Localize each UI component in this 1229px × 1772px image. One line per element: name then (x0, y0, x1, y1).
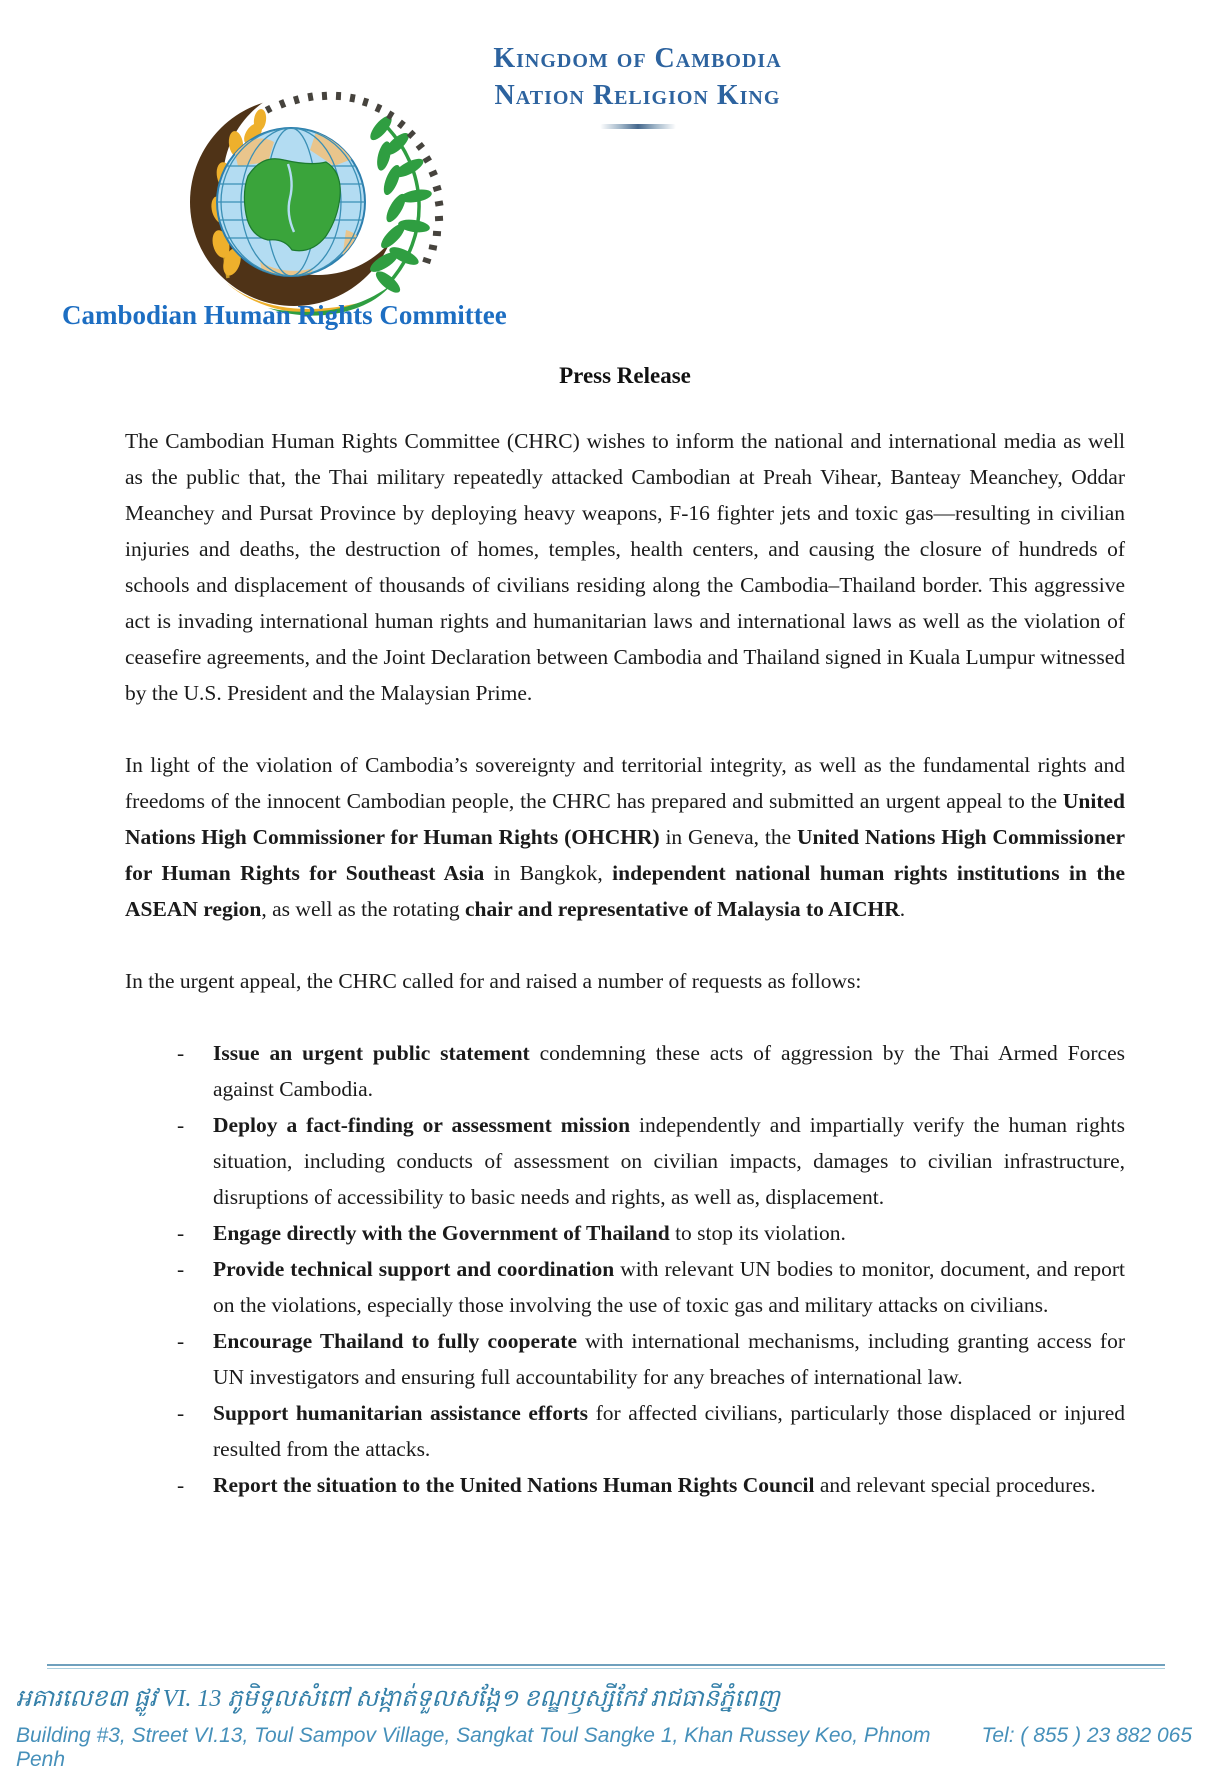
footer-khmer-address: អគារលេខ៣ ផ្លូវ VI. 13 ភូមិទួលសំពៅ សង្កាត់ទួលសង្កែ១ ខណ្ឌឫស្សីកែវ រាជធានីភ្នំពេញ (16, 1686, 780, 1712)
text-run: United Nations High Commissioner for Human Rights (OHCHR) (125, 789, 1125, 849)
footer-english-address: Building #3, Street VI.13, Toul Sampov Village, Sangkat Toul Sangke 1, Khan Russey Keo, Phnom Penh (16, 1724, 931, 1771)
paragraph (125, 747, 1125, 927)
text-run: Support humanitarian assistance efforts (213, 1401, 589, 1425)
bullet-dash: - (177, 1329, 185, 1353)
text-run: In light of the violation of Cambodia’s sovereignty and territorial integrity, as well as the fundamental rights and freedoms of the innocent Cambodian people, the CHRC has prepared and submitted an urgent appeal to the (125, 753, 1125, 813)
bullet-item (125, 1107, 1125, 1215)
bullet-item (125, 1467, 1125, 1503)
footer-tel: Tel: ( 855 ) 23 882 065 (981, 1724, 1192, 1747)
bullet-list (125, 1035, 1125, 1503)
text-run: The Cambodian Human Rights Committee (CHRC) wishes to inform the national and international media as well as the public that, the Thai military repeatedly attacked Cambodian at Preah Vihear, Banteay Meanchey, Oddar Meanchey and Pursat Province by deploying heavy weapons, F-16 fighter jets and toxic gas—resulting in civilian injuries and deaths, the destruction of homes, temples, health centers, and causing the closure of hundreds of schools and displacement of thousands of civilians residing along the Cambodia–Thailand border. This aggressive act is invading international human rights and humanitarian laws and international laws as well as the violation of ceasefire agreements, and the Joint Declaration between Cambodia and Thailand signed in Kuala Lumpur witnessed by the U.S. President and the Malaysian Prime. (125, 429, 1125, 705)
bullet-dash: - (177, 1257, 185, 1281)
text-run: condemning these acts of aggression by the Thai Armed Forces against Cambodia. (213, 1041, 1125, 1101)
bullet-dash: - (177, 1221, 185, 1245)
document-body (125, 363, 1125, 1503)
text-run: chair and representative of Malaysia to AICHR (465, 897, 900, 921)
text-run: . (899, 897, 906, 921)
header-divider (600, 124, 676, 129)
text-run: Report the situation to the United Nations Human Rights Council (213, 1473, 815, 1497)
bullet-dash: - (177, 1113, 185, 1137)
paragraphs-container (125, 423, 1125, 1503)
text-run: Issue an urgent public statement (213, 1041, 530, 1065)
text-run: with relevant UN bodies to monitor, document, and report on the violations, especially those involving the use of toxic gas and military attacks on civilians. (213, 1257, 1125, 1317)
bullet-item (125, 1323, 1125, 1395)
bullet-dash: - (177, 1041, 185, 1065)
text-run: In the urgent appeal, the CHRC called for and raised a number of requests as follows: (125, 969, 862, 993)
text-run: United Nations High Commissioner for Human Rights for Southeast Asia (125, 825, 1125, 885)
text-run: in Geneva, the (659, 825, 797, 849)
paragraph (125, 963, 1125, 999)
text-run: to stop its violation. (669, 1221, 846, 1245)
bullet-item (125, 1215, 1125, 1251)
text-run: with international mechanisms, including granting access for UN investigators and ensuring full accountability for any breaches of international law. (213, 1329, 1125, 1389)
text-run: Provide technical support and coordination (213, 1257, 615, 1281)
text-run: and relevant special procedures. (814, 1473, 1096, 1497)
chrc-logo-image (148, 80, 450, 324)
bullet-item (125, 1035, 1125, 1107)
text-run: in Bangkok, (484, 861, 613, 885)
text-run: , as well as the rotating (261, 897, 465, 921)
paragraph (125, 423, 1125, 711)
press-release-title: Press Release (559, 363, 691, 388)
bullet-dash: - (177, 1473, 185, 1497)
kingdom-line: Kingdom of Cambodia (493, 43, 782, 74)
committee-name: Cambodian Human Rights Committee (62, 300, 507, 330)
bullet-dash: - (177, 1401, 185, 1425)
text-run: Deploy a fact-finding or assessment mission (213, 1113, 631, 1137)
footer-rule (47, 1664, 1165, 1669)
text-run: Encourage Thailand to fully cooperate (213, 1329, 578, 1353)
chrc-logo-svg (148, 80, 450, 324)
nation-line: Nation Religion King (494, 80, 781, 111)
text-run: Engage directly with the Government of Thailand (213, 1221, 670, 1245)
text-run: independent national human rights institutions in the ASEAN region (125, 861, 1125, 921)
bullet-item (125, 1251, 1125, 1323)
text-run: for affected civilians, particularly those displaced or injured resulted from the attacks. (213, 1401, 1125, 1461)
bullet-item (125, 1395, 1125, 1467)
text-run: independently and impartially verify the human rights situation, including conducts of assessment on civilian impacts, damages to civilian infrastructure, disruptions of accessibility to basic needs and rights, as well as, displacement. (213, 1113, 1125, 1209)
footer-english-row (16, 1724, 1192, 1772)
